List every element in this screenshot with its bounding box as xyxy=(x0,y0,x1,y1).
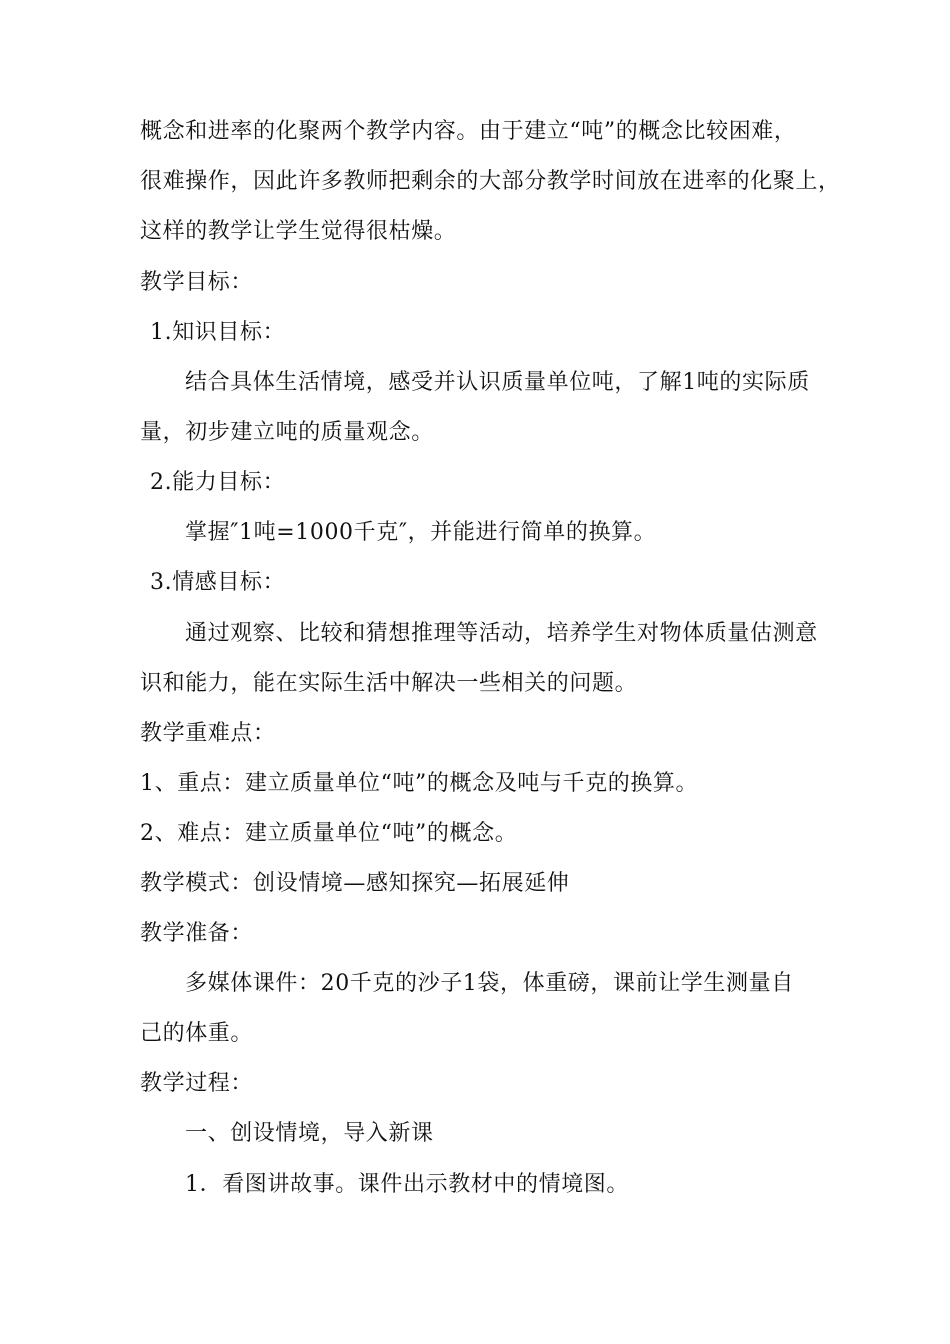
subsection-heading: 2.能力目标： xyxy=(150,470,286,495)
paragraph-line: 己的体重。 xyxy=(140,1021,254,1046)
paragraph-line: 量，初步建立吨的质量观念。 xyxy=(140,420,434,445)
section-heading: 教学目标： xyxy=(140,270,254,295)
paragraph-line: 掌握″1吨=1000千克″，并能进行简单的换算。 xyxy=(185,520,657,545)
paragraph-line: 通过观察、比较和猜想推理等活动，培养学生对物体质量估测意 xyxy=(185,621,818,646)
list-item: 1．看图讲故事。课件出示教材中的情境图。 xyxy=(185,1172,629,1197)
section-heading: 教学重难点： xyxy=(140,721,276,746)
section-heading: 教学过程： xyxy=(140,1071,254,1096)
list-item: 2、难点：建立质量单位“吨”的概念。 xyxy=(140,821,518,846)
subsection-heading: 一、创设情境，导入新课 xyxy=(185,1121,434,1146)
subsection-heading: 1.知识目标： xyxy=(150,320,286,345)
paragraph-line: 多媒体课件：20千克的沙子1袋，体重磅，课前让学生测量自 xyxy=(185,971,794,996)
paragraph-line: 概念和进率的化聚两个教学内容。由于建立“吨”的概念比较困难， xyxy=(140,119,797,144)
paragraph-line: 识和能力，能在实际生活中解决一些相关的问题。 xyxy=(140,671,638,696)
paragraph-line: 很难操作，因此许多教师把剩余的大部分教学时间放在进率的化聚上， xyxy=(140,169,841,194)
paragraph-line: 这样的教学让学生觉得很枯燥。 xyxy=(140,219,457,244)
subsection-heading: 3.情感目标： xyxy=(150,570,286,595)
paragraph-line: 结合具体生活情境，感受并认识质量单位吨，了解1吨的实际质 xyxy=(185,370,810,395)
section-heading: 教学准备： xyxy=(140,921,254,946)
list-item: 1、重点：建立质量单位“吨”的概念及吨与千克的换算。 xyxy=(140,771,699,796)
section-heading: 教学模式：创设情境—感知探究—拓展延伸 xyxy=(140,871,570,896)
